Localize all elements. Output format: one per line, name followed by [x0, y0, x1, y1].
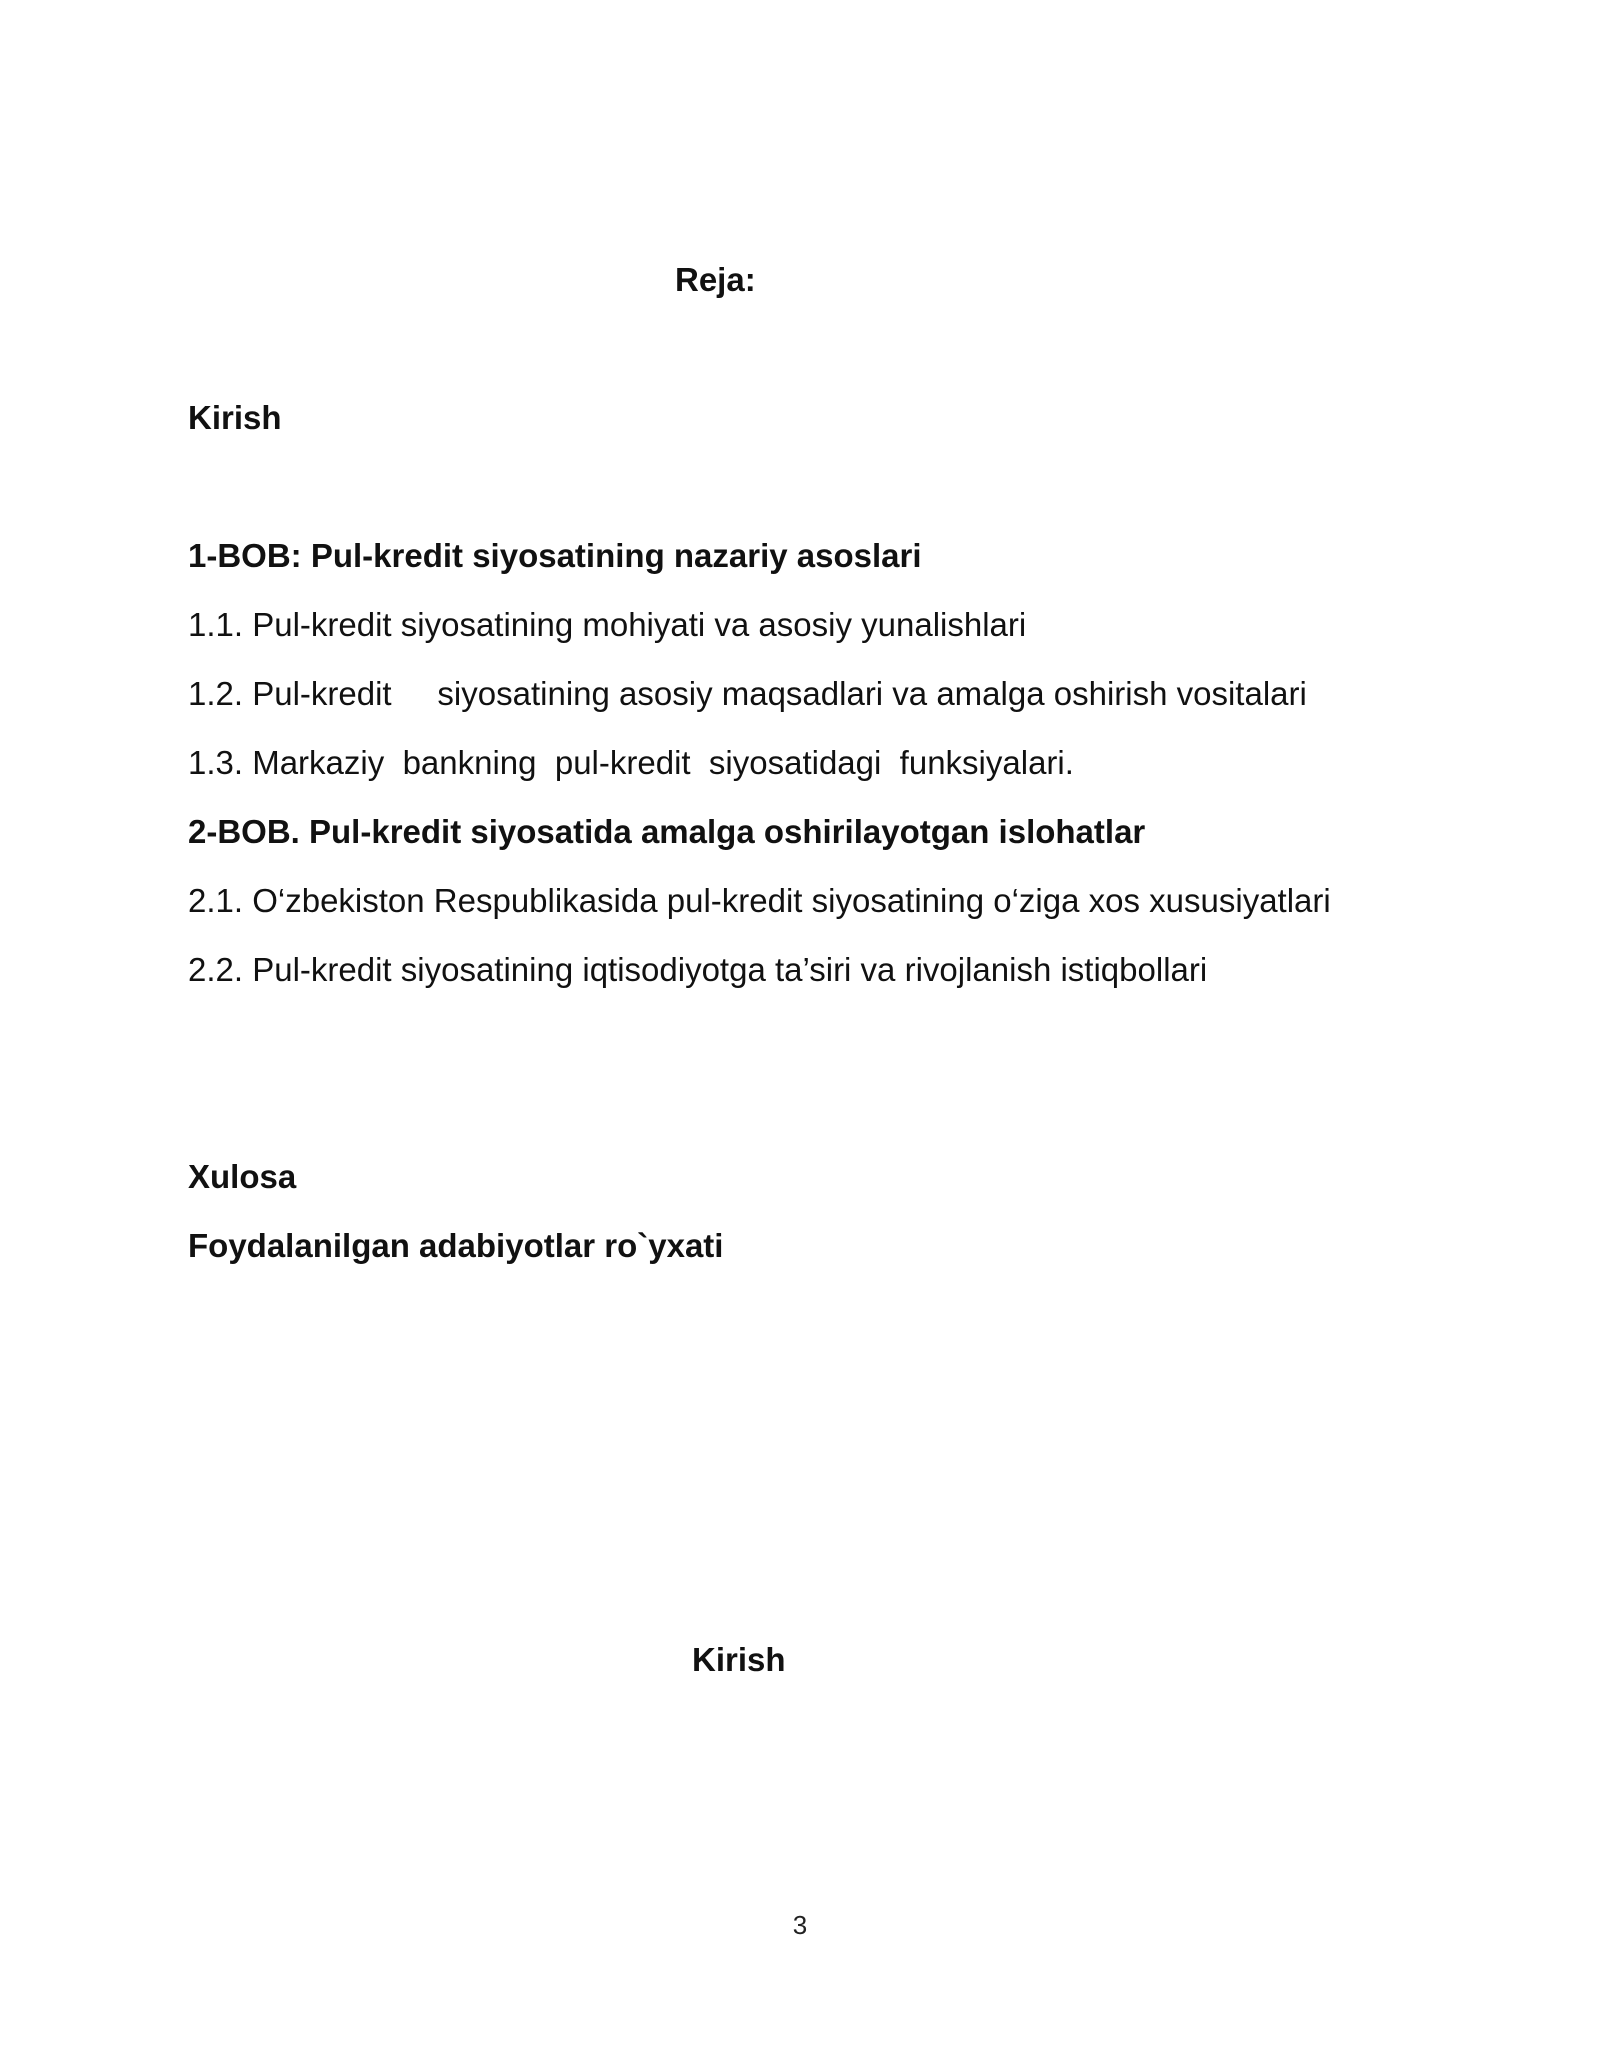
toc-item-1-2: 1.2. Pul-kredit siyosatining asosiy maqsadlari va amalga oshirish vositalari: [188, 675, 1307, 712]
section-heading: Kirish: [692, 1641, 786, 1678]
toc-item-1-3: 1.3. Markaziy bankning pul-kredit siyosatidagi funksiyalari.: [188, 744, 1074, 781]
toc-item-2-1: 2.1. O‘zbekiston Respublikasida pul-kredit siyosatining o‘ziga xos xususiyatlari: [188, 882, 1331, 919]
toc-references: Foydalanilgan adabiyotlar ro`yxati: [188, 1227, 724, 1264]
plan-title: Reja:: [675, 261, 756, 298]
toc-chapter2-title: 2-BOB. Pul-kredit siyosatida amalga oshirilayotgan islohatlar: [188, 813, 1146, 850]
toc-chapter1-title: 1-BOB: Pul-kredit siyosatining nazariy asoslari: [188, 537, 922, 574]
toc-item-1-1: 1.1. Pul-kredit siyosatining mohiyati va asosiy yunalishlari: [188, 606, 1027, 643]
toc-intro: Kirish: [188, 399, 282, 436]
toc-item-2-2: 2.2. Pul-kredit siyosatining iqtisodiyotga ta’siri va rivojlanish istiqbollari: [188, 951, 1208, 988]
page-number: 3: [792, 1910, 808, 1940]
toc-conclusion: Xulosa: [188, 1158, 297, 1195]
